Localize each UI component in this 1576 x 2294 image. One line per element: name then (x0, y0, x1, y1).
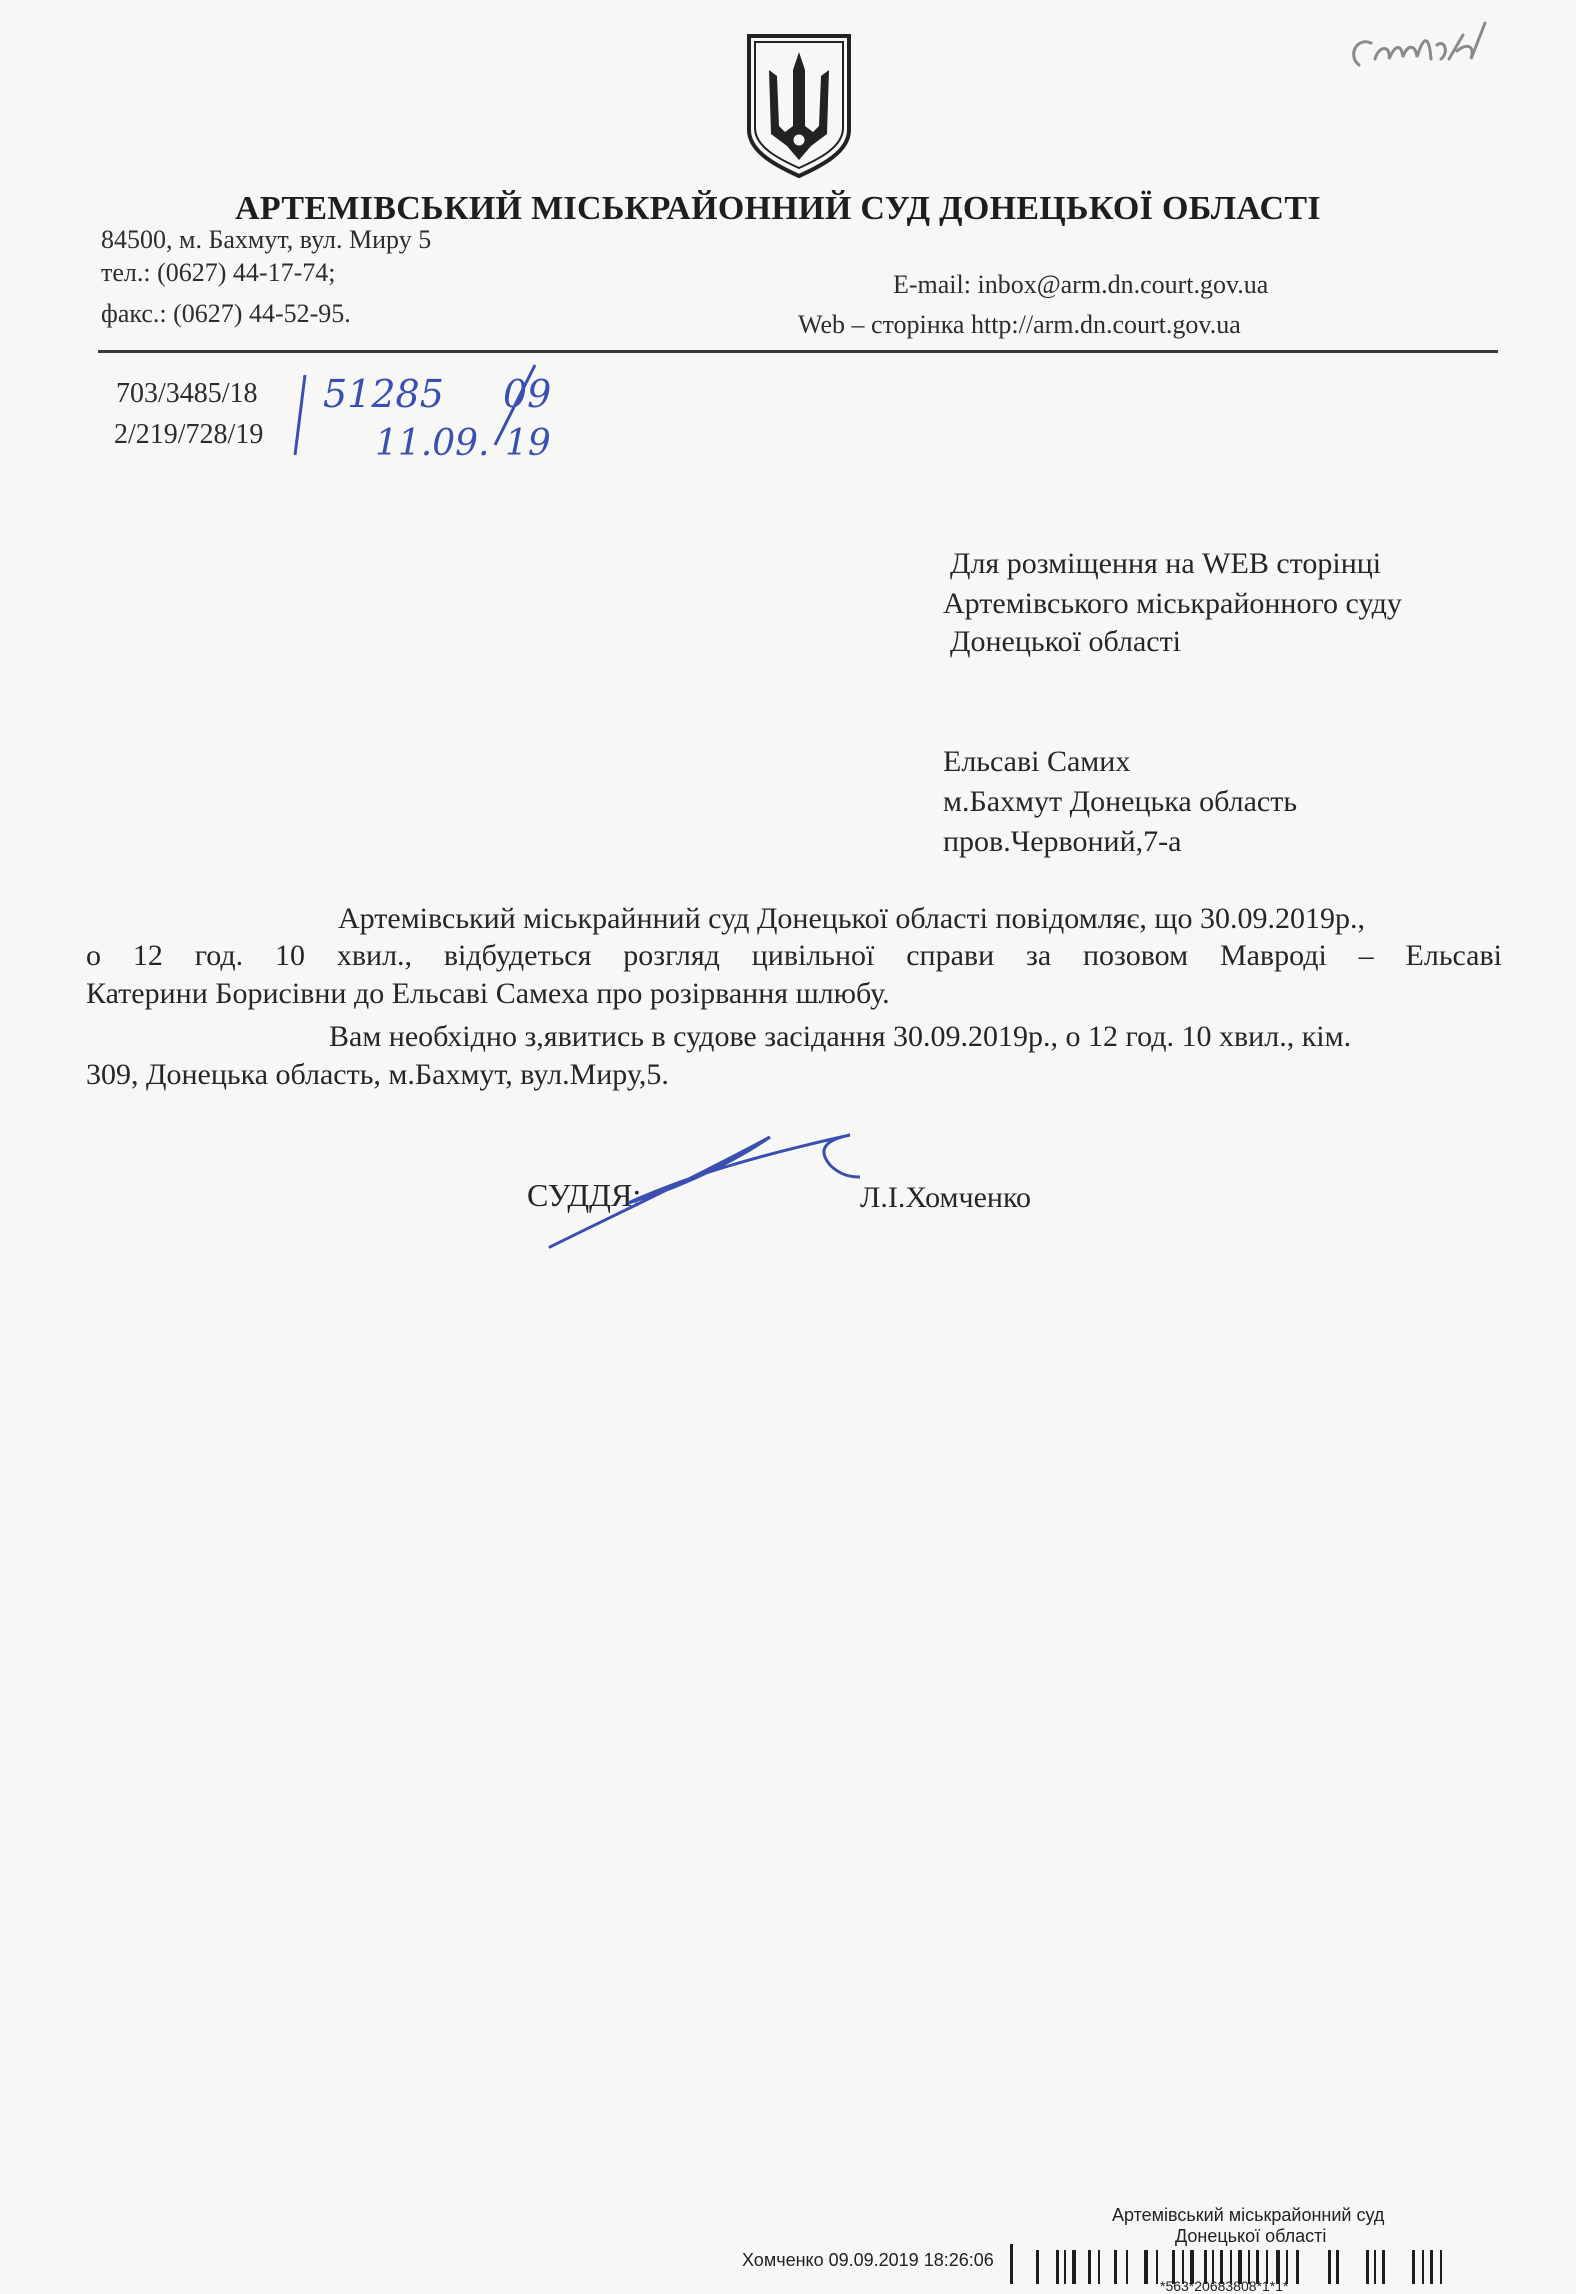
stamp-court-line1: Артемівський міськрайонний суд (1112, 2205, 1385, 2225)
judge-signature (530, 1125, 860, 1260)
notice-paragraph-1-line-2: о 12 год. 10 хвил., відбудеться розгляд цивільної справи за позовом Мавроді – Ельсаві (86, 939, 1502, 972)
notice-paragraph-1-line-1 (86, 900, 1502, 937)
recipient-city: м.Бахмут Донецька область (943, 785, 1298, 818)
svg-text:09: 09 (503, 372, 552, 416)
notice-paragraph-2-line-2: 309, Донецька область, м.Бахмут, вул.Миру,5. (86, 1058, 669, 1091)
judge-label: СУДДЯ: (527, 1177, 642, 1213)
court-website: Web – сторінка http://arm.dn.court.gov.ua (798, 310, 1241, 339)
court-fax: факс.: (0627) 44-52-95. (101, 299, 351, 328)
court-email: E-mail: inbox@arm.dn.court.gov.ua (893, 270, 1269, 299)
stamp-court-line2: Донецької області (1175, 2226, 1327, 2246)
publication-note-line3: Донецької області (950, 625, 1182, 658)
coat-of-arms-icon (741, 30, 857, 180)
handwritten-mark (1345, 15, 1505, 75)
notice-text: Вам необхідно з,явитись в судове засідання 30.09.2019р., о 12 год. 10 хвил., кім. (329, 1020, 1352, 1053)
court-name-heading: АРТЕМІВСЬКИЙ МІСЬКРАЙОННИЙ СУД ДОНЕЦЬКОЇ ОБЛАСТІ (235, 190, 1321, 227)
handwritten-registration (285, 355, 575, 465)
barcode-number: *563*20683808*1*1* (1160, 2278, 1289, 2294)
publication-note-line1: Для розміщення на WEB сторінці (950, 547, 1382, 580)
court-address: 84500, м. Бахмут, вул. Миру 5 (101, 225, 432, 254)
publication-note-line2: Артемівського міськрайонного суду (943, 587, 1402, 620)
recipient-name: Ельсаві Самих (943, 745, 1131, 778)
stamp-signed-by: Хомченко 09.09.2019 18:26:06 (742, 2250, 994, 2270)
svg-text:19: 19 (505, 423, 551, 464)
judge-name: Л.І.Хомченко (860, 1181, 1032, 1214)
recipient-street: пров.Червоний,7-а (943, 825, 1182, 858)
proceeding-number: 2/219/728/19 (114, 419, 264, 450)
notice-text: Артемівський міськрайнний суд Донецької області повідомляє, що 30.09.2019р., (338, 902, 1365, 935)
case-number: 703/3485/18 (116, 378, 258, 409)
header-divider (98, 350, 1498, 353)
court-phone: тел.: (0627) 44-17-74; (101, 258, 336, 287)
svg-text:11.09.: 11.09. (375, 423, 490, 464)
notice-paragraph-1-line-3: Катерини Борисівни до Ельсаві Самеха про розірвання шлюбу. (86, 977, 890, 1010)
svg-text:51285: 51285 (323, 372, 444, 416)
notice-paragraph-2-line-1 (86, 1018, 1502, 1055)
